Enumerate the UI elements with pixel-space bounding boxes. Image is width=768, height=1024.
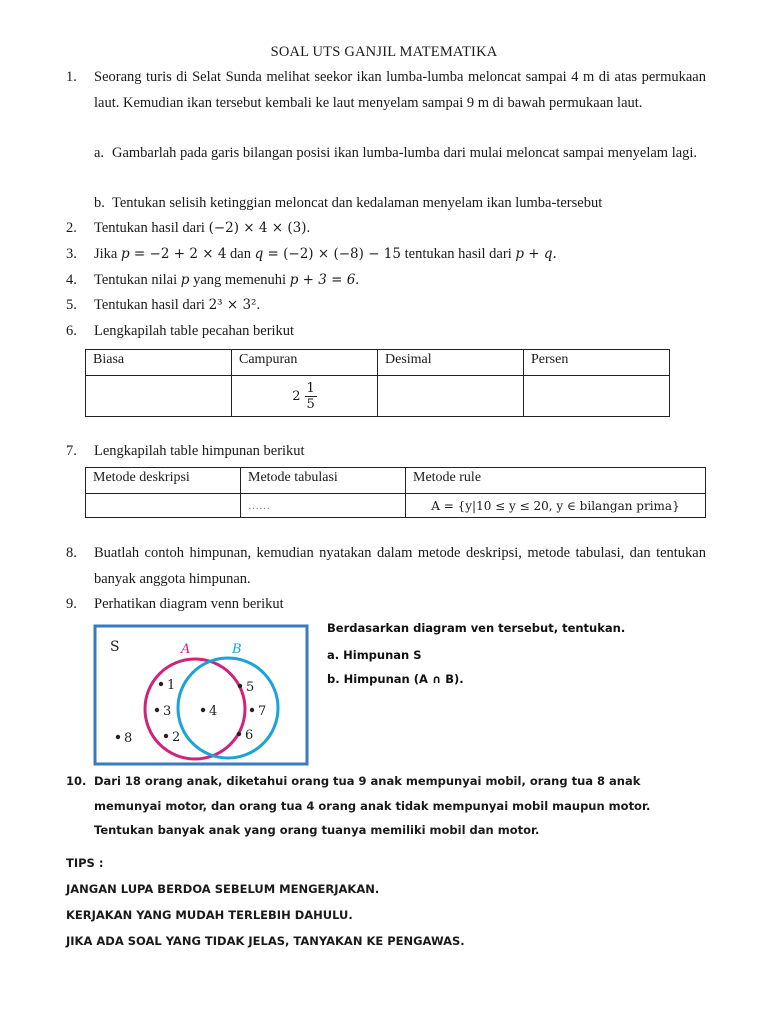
math-expression: p + q. — [515, 246, 557, 262]
table-row — [86, 376, 670, 417]
question-number: 7. — [66, 443, 77, 459]
table-header: Desimal — [378, 350, 524, 376]
question-10 — [66, 769, 706, 843]
tips-title: TIPS : — [66, 856, 104, 870]
table-header: Persen — [524, 350, 670, 376]
question-8 — [66, 541, 706, 592]
sub-letter: b. — [94, 195, 105, 211]
table-header-row — [86, 468, 706, 494]
math-var: p — [120, 246, 130, 262]
mixed-fraction-cell — [232, 376, 378, 417]
venn-question-a: a. Himpunan S — [327, 648, 422, 662]
table-header-row — [86, 350, 670, 376]
answer-cell-persen[interactable] — [524, 376, 670, 417]
rule-cell: A = {y|10 ≤ y ≤ 20, y ∈ bilangan prima} — [406, 494, 706, 518]
math-expression: p + 3 = 6 — [289, 272, 356, 288]
question-text: Buatlah contoh himpunan, kemudian nyatakan dalam metode deskripsi, metode tabulasi, dan tentukan banyak anggota himpunan. — [94, 545, 706, 587]
question-9 — [66, 592, 706, 618]
question-7 — [66, 439, 706, 465]
math-expression: = −2 + 2 × 4 — [129, 246, 227, 262]
question-1a — [94, 141, 706, 167]
question-text: Lengkapilah table himpunan berikut — [94, 443, 305, 459]
question-6 — [66, 319, 706, 345]
table-header: Metode rule — [406, 468, 706, 494]
question-number: 9. — [66, 596, 77, 612]
set-b-label: B — [232, 642, 242, 657]
element-8: 8 — [124, 731, 133, 746]
table-header: Campuran — [232, 350, 378, 376]
question-1 — [66, 65, 706, 116]
element-6: 6 — [245, 728, 254, 743]
table-header: Biasa — [86, 350, 232, 376]
question-number: 10. — [66, 774, 87, 788]
question-text: Tentukan hasil dari — [94, 220, 209, 236]
math-expression: = (−2) × (−8) − 15 — [263, 246, 401, 262]
table-row — [86, 494, 706, 518]
tips-section — [66, 850, 465, 954]
element-1: 1 — [167, 678, 176, 693]
question-text: Lengkapilah table pecahan berikut — [94, 323, 295, 339]
fraction-table — [85, 349, 670, 417]
math-expression: 2³ × 3² — [208, 297, 257, 313]
question-2: 2. Tentukan hasil dari (−2) × 4 × (3). — [66, 216, 706, 242]
question-number: 1. — [66, 69, 77, 85]
universe-label: S — [110, 639, 120, 655]
tips-line: JANGAN LUPA BERDOA SEBELUM MENGERJAKAN. — [66, 882, 380, 896]
question-text: Dari 18 orang anak, diketahui orang tua 9 anak mempunyai mobil, orang tua 8 anak memunyai motor, dan orang tua 4 orang anak tidak mempunyai mobil maupun motor. Tentukan banyak anak yang orang tuanya memiliki mobil dan motor. — [94, 774, 651, 837]
answer-cell-biasa[interactable] — [86, 376, 232, 417]
answer-cell-desimal[interactable] — [378, 376, 524, 417]
answer-cell-deskripsi[interactable] — [86, 494, 241, 518]
tips-line: KERJAKAN YANG MUDAH TERLEBIH DAHULU. — [66, 908, 353, 922]
question-3: 3. Jika p = −2 + 2 × 4 dan q = (−2) × (−8) − 15 tentukan hasil dari p + q. — [66, 242, 706, 268]
question-text: Perhatikan diagram venn berikut — [94, 596, 284, 612]
element-4: 4 — [209, 704, 218, 719]
question-number: 2. — [66, 220, 77, 236]
set-a-label: A — [181, 642, 191, 657]
tabulasi-cell[interactable]: …… — [241, 494, 406, 518]
question-number: 3. — [66, 246, 77, 262]
question-number: 6. — [66, 323, 77, 339]
element-3: 3 — [163, 704, 172, 719]
venn-instruction: Berdasarkan diagram ven tersebut, tentukan. — [327, 621, 626, 635]
mixed-fraction: 2 1 5 — [292, 380, 315, 412]
tips-line: JIKA ADA SOAL YANG TIDAK JELAS, TANYAKAN KE PENGAWAS. — [66, 934, 465, 948]
table-header: Metode tabulasi — [241, 468, 406, 494]
question-5: 5. Tentukan hasil dari 2³ × 3². — [66, 293, 706, 319]
sub-text: Tentukan selisih ketinggian meloncat dan kedalaman menyelam ikan lumba-tersebut — [112, 195, 603, 211]
element-2: 2 — [172, 730, 181, 745]
question-number: 4. — [66, 272, 77, 288]
set-table — [85, 467, 706, 518]
question-4: 4. Tentukan nilai p yang memenuhi p + 3 = 6. — [66, 268, 706, 294]
venn-question-b: b. Himpunan (A ∩ B). — [327, 672, 464, 686]
math-expression: (−2) × 4 × (3) — [208, 220, 307, 236]
venn-diagram — [93, 624, 317, 766]
sub-text: Gambarlah pada garis bilangan posisi ikan lumba-lumba dari mulai meloncat sampai menyelam lagi. — [112, 145, 698, 161]
math-var: q — [254, 246, 264, 262]
question-number: 5. — [66, 297, 77, 313]
page-title: SOAL UTS GANJIL MATEMATIKA — [270, 44, 498, 60]
question-text: Seorang turis di Selat Sunda melihat seekor ikan lumba-lumba meloncat sampai 4 m di atas permukaan laut. Kemudian ikan tersebut kembali ke laut menyelam sampai 9 m di bawah permukaan laut. — [94, 69, 706, 111]
table-header: Metode deskripsi — [86, 468, 241, 494]
element-7: 7 — [258, 704, 267, 719]
math-var: p — [180, 272, 190, 288]
element-5: 5 — [246, 680, 255, 695]
question-number: 8. — [66, 545, 77, 561]
question-1b — [94, 191, 706, 217]
sub-letter: a. — [94, 145, 105, 161]
